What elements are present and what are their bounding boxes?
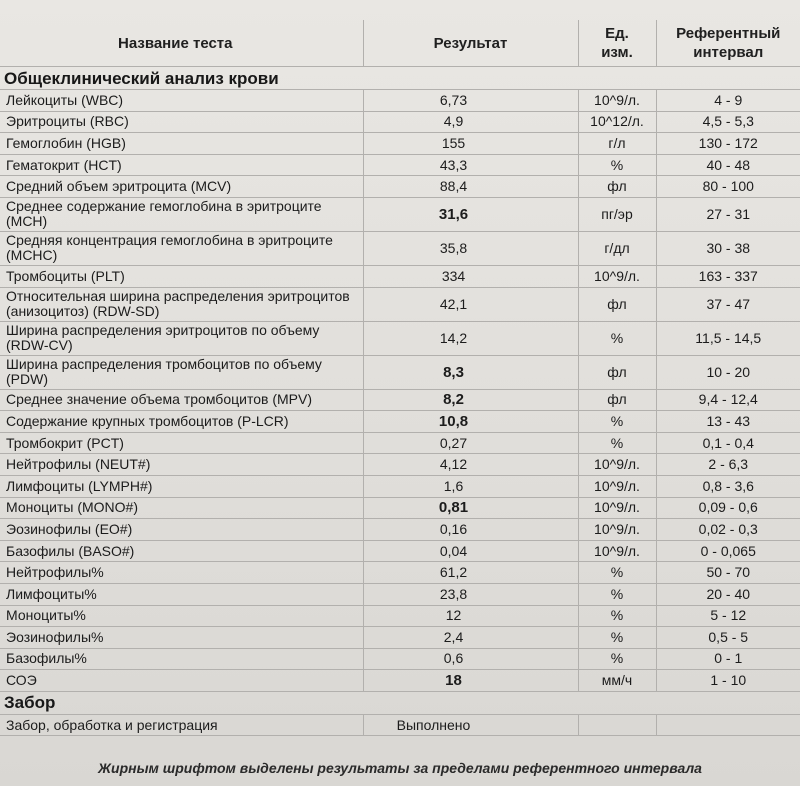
test-result: 88,4 bbox=[363, 176, 578, 198]
test-name: Ширина распределения эритроцитов по объему (RDW-CV) bbox=[0, 321, 363, 355]
table-row bbox=[0, 355, 800, 389]
test-name: Нейтрофилы (NEUT#) bbox=[0, 454, 363, 476]
table-row bbox=[0, 583, 800, 605]
test-reference-range: 2 - 6,3 bbox=[656, 454, 800, 476]
table-row bbox=[0, 111, 800, 133]
test-result: 0,04 bbox=[363, 540, 578, 562]
test-name: Базофилы (BASO#) bbox=[0, 540, 363, 562]
table-row bbox=[0, 287, 800, 321]
test-name: Ширина распределения тромбоцитов по объему (PDW) bbox=[0, 355, 363, 389]
test-result: 23,8 bbox=[363, 583, 578, 605]
table-row bbox=[0, 133, 800, 155]
test-reference-range: 40 - 48 bbox=[656, 154, 800, 176]
test-name: СОЭ bbox=[0, 670, 363, 692]
test-unit: 10^9/л. bbox=[578, 90, 656, 112]
test-unit: фл bbox=[578, 287, 656, 321]
test-name: Среднее содержание гемоглобина в эритроците (MCH) bbox=[0, 197, 363, 231]
test-unit: % bbox=[578, 583, 656, 605]
test-unit bbox=[578, 714, 656, 736]
test-reference-range: 9,4 - 12,4 bbox=[656, 389, 800, 411]
test-reference-range bbox=[656, 714, 800, 736]
test-result: 1,6 bbox=[363, 475, 578, 497]
test-reference-range: 0,09 - 0,6 bbox=[656, 497, 800, 519]
test-unit: 10^9/л. bbox=[578, 475, 656, 497]
test-result: 8,2 bbox=[363, 389, 578, 411]
test-result: 0,6 bbox=[363, 648, 578, 670]
table-row bbox=[0, 265, 800, 287]
test-name: Гемоглобин (HGB) bbox=[0, 133, 363, 155]
test-name: Среднее значение объема тромбоцитов (MPV) bbox=[0, 389, 363, 411]
test-unit: 10^12/л. bbox=[578, 111, 656, 133]
test-unit: % bbox=[578, 432, 656, 454]
test-reference-range: 5 - 12 bbox=[656, 605, 800, 627]
test-result: 42,1 bbox=[363, 287, 578, 321]
test-unit: г/дл bbox=[578, 231, 656, 265]
column-header-unit-line1: Ед. bbox=[605, 25, 629, 42]
section-title-collection: Забор bbox=[0, 691, 800, 714]
table-row bbox=[0, 670, 800, 692]
test-reference-range: 130 - 172 bbox=[656, 133, 800, 155]
table-row bbox=[0, 497, 800, 519]
test-name: Забор, обработка и регистрация bbox=[0, 714, 363, 736]
test-name: Гематокрит (HCT) bbox=[0, 154, 363, 176]
test-result: 10,8 bbox=[363, 411, 578, 433]
table-row bbox=[0, 321, 800, 355]
test-result: 4,12 bbox=[363, 454, 578, 476]
test-result: 12 bbox=[363, 605, 578, 627]
test-reference-range: 0,1 - 0,4 bbox=[656, 432, 800, 454]
table-row bbox=[0, 454, 800, 476]
test-result: 18 bbox=[363, 670, 578, 692]
table-row bbox=[0, 176, 800, 198]
test-result: 43,3 bbox=[363, 154, 578, 176]
section-title-cbc: Общеклинический анализ крови bbox=[0, 67, 800, 90]
section-row-collection bbox=[0, 691, 800, 714]
test-name: Моноциты% bbox=[0, 605, 363, 627]
test-unit: % bbox=[578, 648, 656, 670]
test-unit: фл bbox=[578, 389, 656, 411]
test-reference-range: 163 - 337 bbox=[656, 265, 800, 287]
test-unit: мм/ч bbox=[578, 670, 656, 692]
table-row bbox=[0, 627, 800, 649]
test-name: Средняя концентрация гемоглобина в эритроците (MCHC) bbox=[0, 231, 363, 265]
section-row-cbc bbox=[0, 67, 800, 90]
table-row bbox=[0, 411, 800, 433]
test-unit: % bbox=[578, 411, 656, 433]
test-reference-range: 11,5 - 14,5 bbox=[656, 321, 800, 355]
test-reference-range: 0 - 1 bbox=[656, 648, 800, 670]
column-header-name: Название теста bbox=[0, 20, 363, 67]
test-reference-range: 4 - 9 bbox=[656, 90, 800, 112]
test-result: 4,9 bbox=[363, 111, 578, 133]
test-result: 61,2 bbox=[363, 562, 578, 584]
test-unit: % bbox=[578, 154, 656, 176]
test-reference-range: 4,5 - 5,3 bbox=[656, 111, 800, 133]
test-unit: пг/эр bbox=[578, 197, 656, 231]
test-name: Эозинофилы% bbox=[0, 627, 363, 649]
table-row bbox=[0, 154, 800, 176]
test-unit: % bbox=[578, 321, 656, 355]
test-name: Средний объем эритроцита (MCV) bbox=[0, 176, 363, 198]
test-reference-range: 10 - 20 bbox=[656, 355, 800, 389]
test-unit: 10^9/л. bbox=[578, 497, 656, 519]
test-name: Моноциты (MONO#) bbox=[0, 497, 363, 519]
test-unit: % bbox=[578, 562, 656, 584]
test-reference-range: 0,8 - 3,6 bbox=[656, 475, 800, 497]
test-reference-range: 80 - 100 bbox=[656, 176, 800, 198]
test-name: Тромбоциты (PLT) bbox=[0, 265, 363, 287]
test-result: 31,6 bbox=[363, 197, 578, 231]
test-reference-range: 37 - 47 bbox=[656, 287, 800, 321]
table-row bbox=[0, 389, 800, 411]
test-result: 0,27 bbox=[363, 432, 578, 454]
test-unit: фл bbox=[578, 176, 656, 198]
test-name: Содержание крупных тромбоцитов (P-LCR) bbox=[0, 411, 363, 433]
table-row bbox=[0, 519, 800, 541]
test-name: Эозинофилы (EO#) bbox=[0, 519, 363, 541]
table-row bbox=[0, 648, 800, 670]
test-name: Лимфоциты% bbox=[0, 583, 363, 605]
results-table-body bbox=[0, 67, 800, 736]
test-result: 155 bbox=[363, 133, 578, 155]
column-header-reference-line2: интервал bbox=[693, 44, 764, 61]
table-row bbox=[0, 605, 800, 627]
test-name: Эритроциты (RBC) bbox=[0, 111, 363, 133]
test-result: 0,81 bbox=[363, 497, 578, 519]
test-reference-range: 0,02 - 0,3 bbox=[656, 519, 800, 541]
table-row bbox=[0, 432, 800, 454]
test-result: 0,16 bbox=[363, 519, 578, 541]
column-header-reference-line1: Референтный bbox=[676, 25, 781, 42]
footnote: Жирным шрифтом выделены результаты за пределами референтного интервала bbox=[98, 760, 702, 776]
table-row bbox=[0, 714, 800, 736]
test-name: Лимфоциты (LYMPH#) bbox=[0, 475, 363, 497]
table-row bbox=[0, 475, 800, 497]
test-reference-range: 0 - 0,065 bbox=[656, 540, 800, 562]
column-header-unit-line2: изм. bbox=[601, 44, 633, 61]
test-name: Базофилы% bbox=[0, 648, 363, 670]
test-name: Тромбокрит (PCT) bbox=[0, 432, 363, 454]
table-row bbox=[0, 90, 800, 112]
test-unit: % bbox=[578, 627, 656, 649]
test-unit: % bbox=[578, 605, 656, 627]
test-reference-range: 30 - 38 bbox=[656, 231, 800, 265]
test-unit: 10^9/л. bbox=[578, 540, 656, 562]
test-result: 35,8 bbox=[363, 231, 578, 265]
test-name: Относительная ширина распределения эритроцитов (анизоцитоз) (RDW-SD) bbox=[0, 287, 363, 321]
test-reference-range: 50 - 70 bbox=[656, 562, 800, 584]
test-reference-range: 27 - 31 bbox=[656, 197, 800, 231]
test-unit: фл bbox=[578, 355, 656, 389]
test-result: Выполнено bbox=[363, 714, 578, 736]
test-reference-range: 13 - 43 bbox=[656, 411, 800, 433]
results-table bbox=[0, 20, 800, 736]
table-row bbox=[0, 540, 800, 562]
test-unit: 10^9/л. bbox=[578, 454, 656, 476]
test-result: 8,3 bbox=[363, 355, 578, 389]
table-header-row bbox=[0, 20, 800, 67]
table-row bbox=[0, 197, 800, 231]
test-result: 334 bbox=[363, 265, 578, 287]
column-header-result: Результат bbox=[363, 20, 578, 67]
table-row bbox=[0, 231, 800, 265]
test-result: 2,4 bbox=[363, 627, 578, 649]
test-result: 6,73 bbox=[363, 90, 578, 112]
test-reference-range: 0,5 - 5 bbox=[656, 627, 800, 649]
test-unit: г/л bbox=[578, 133, 656, 155]
column-header-unit bbox=[578, 20, 656, 67]
column-header-reference bbox=[656, 20, 800, 67]
test-name: Нейтрофилы% bbox=[0, 562, 363, 584]
table-row bbox=[0, 562, 800, 584]
test-result: 14,2 bbox=[363, 321, 578, 355]
test-unit: 10^9/л. bbox=[578, 519, 656, 541]
test-reference-range: 20 - 40 bbox=[656, 583, 800, 605]
test-reference-range: 1 - 10 bbox=[656, 670, 800, 692]
test-name: Лейкоциты (WBC) bbox=[0, 90, 363, 112]
test-unit: 10^9/л. bbox=[578, 265, 656, 287]
